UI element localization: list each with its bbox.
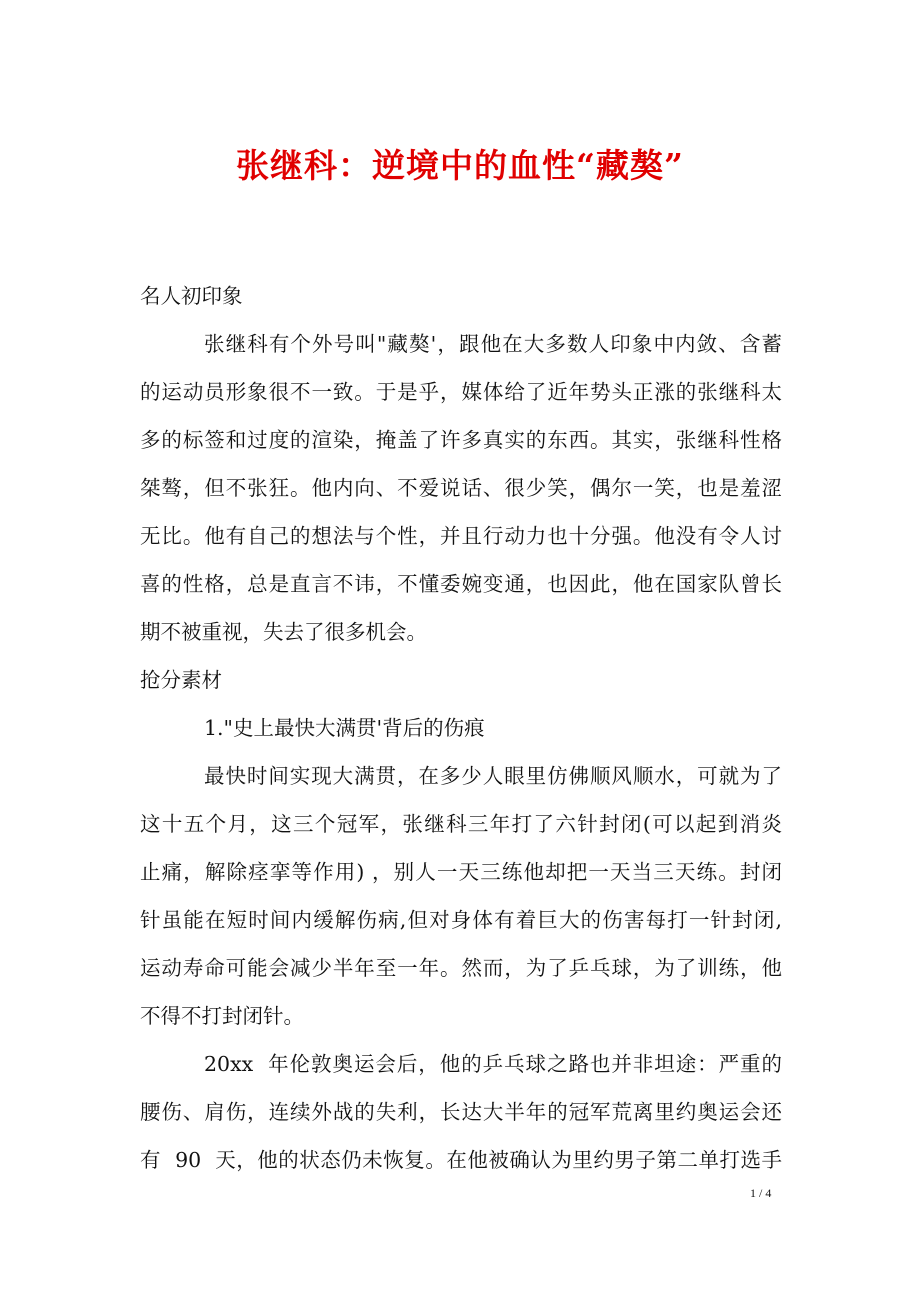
paragraph-line: 多的标签和过度的渲染，掩盖了许多真实的东西。其实，张继科性格	[140, 428, 782, 452]
paragraph-line: 止痛，解除痉挛等作用) ，别人一天三练他却把一天当三天练。封闭	[140, 860, 782, 884]
document-body	[140, 272, 782, 1184]
paragraph-line: 有 90 天，他的状态仍未恢复。在他被确认为里约男子第二单打选手	[140, 1148, 782, 1172]
paragraph-line: 不得不打封闭针。	[140, 1004, 304, 1028]
page-number: 1 / 4	[750, 1186, 772, 1200]
paragraph-line: 针虽能在短时间内缓解伤病,但对身体有着巨大的伤害每打一针封闭,	[140, 908, 782, 932]
section-heading: 名人初印象	[140, 284, 243, 308]
document-title: 张继科：逆境中的血性“藏獒”	[236, 146, 684, 185]
paragraph-line: 期不被重视，失去了很多机会。	[140, 620, 427, 644]
paragraph-line: 喜的性格，总是直言不讳，不懂委婉变通，也因此，他在国家队曾长	[140, 572, 782, 596]
section-heading: 抢分素材	[140, 668, 222, 692]
paragraph-line: 无比。他有自己的想法与个性，并且行动力也十分强。他没有令人讨	[140, 524, 782, 548]
paragraph-line: 张继科有个外号叫"藏獒'，跟他在大多数人印象中内敛、含蓄	[204, 332, 782, 356]
paragraph-line: 20xx 年伦敦奥运会后，他的乒乓球之路也并非坦途：严重的	[204, 1052, 782, 1076]
subheading: 1."史上最快大满贯'背后的伤痕	[204, 716, 485, 740]
paragraph-line: 的运动员形象很不一致。于是乎，媒体给了近年势头正涨的张继科太	[140, 380, 782, 404]
paragraph-line: 这十五个月，这三个冠军，张继科三年打了六针封闭(可以起到消炎	[140, 812, 782, 836]
paragraph-line: 运动寿命可能会减少半年至一年。然而，为了乒乓球，为了训练，他	[140, 956, 782, 980]
paragraph-line: 腰伤、肩伤，连续外战的失利，长达大半年的冠军荒离里约奥运会还	[140, 1100, 782, 1124]
paragraph-line: 最快时间实现大满贯，在多少人眼里仿佛顺风顺水，可就为了	[204, 764, 782, 788]
paragraph-line: 桀骜，但不张狂。他内向、不爱说话、很少笑，偶尔一笑，也是羞涩	[140, 476, 782, 500]
